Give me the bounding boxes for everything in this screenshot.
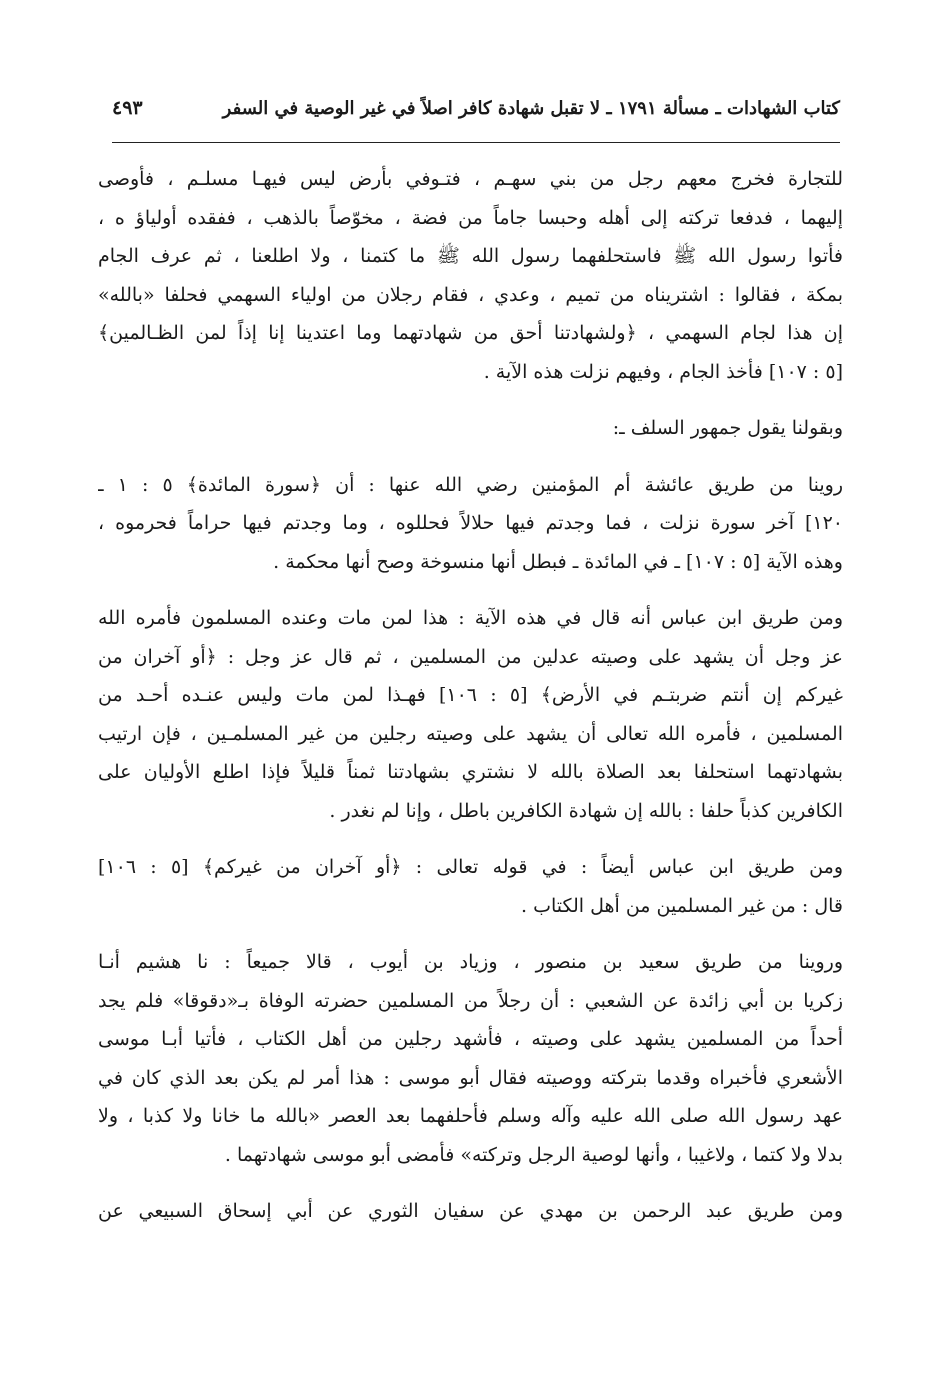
text-line: قال : من غير المسلمين من أهل الكتاب . xyxy=(521,894,843,917)
header-title: كتاب الشهادات ـ مسألة ١٧٩١ ـ لا تقبل شهادة كافر اصلاً في غير الوصية في السفر xyxy=(222,97,840,119)
paragraph xyxy=(98,599,843,830)
text-line: فأتوا رسول الله ﷺ فاستحلفهما رسول الله ﷺ ما كتمنا ، ولا اطلعنا ، ثم عرف الجام xyxy=(98,245,843,267)
paragraph xyxy=(98,943,843,1174)
paragraph xyxy=(98,160,843,391)
paragraph xyxy=(98,409,843,448)
text-line: عهد رسول الله صلى الله عليه وآله وسلم فأحلفهما بعد العصر «بالله ما خانا ولا كذبا ، ولا xyxy=(98,1105,843,1127)
text-line: بشهادتهما استحلفا بعد الصلاة بالله لا نشتري بشهادتنا ثمناً قليلاً فإذا اطلع الأوليان على xyxy=(98,761,843,783)
text-line: الأشعري فأخبراه وقدما بتركته ووصيته فقال أبو موسى : هذا أمر لم يكن بعد الذي كان في xyxy=(98,1066,843,1089)
page-body xyxy=(98,160,843,1231)
text-line: وهذه الآية [٥ : ١٠٧] ـ في المائدة ـ فبطل أنها منسوخة وصح أنها محكمة . xyxy=(273,550,843,573)
text-line: وبقولنا يقول جمهور السلف ـ: xyxy=(612,417,843,439)
text-line: بدلا ولا كتما ، ولاغيبا ، وأنها لوصية الرجل وتركته» فأمضى أبو موسى شهادتهما . xyxy=(224,1143,843,1166)
text-line: ومن طريق ابن عباس أيضاً : في قوله تعالى : ﴿أو آخران من غيركم﴾ [٥ : ١٠٦] xyxy=(98,856,843,878)
text-line: غيركم إن أنتم ضربتـم في الأرض﴾ [٥ : ١٠٦] فهـذا لمن مات وليس عنـده أحـد من xyxy=(98,684,843,706)
text-line: إن هذا لجام السهمي ، ﴿ولشهادتنا أحق من شهادتهما وما اعتدينا إنا إذاً لمن الظـالمين﴾ xyxy=(98,322,843,344)
paragraph xyxy=(98,848,843,925)
paragraph xyxy=(98,466,843,582)
text-line: بمكة ، فقالوا : اشتريناه من تميم ، وعدي ، فقام رجلان من اولياء السهمي فحلفا «بالله» xyxy=(98,283,843,306)
running-header xyxy=(112,88,840,128)
paragraph xyxy=(98,1192,843,1231)
text-line: [٥ : ١٠٧] فأخذ الجام ، وفيهم نزلت هذه الآية . xyxy=(483,360,843,383)
text-line: زكريا بن أبي زائدة عن الشعبي : أن رجلاً من المسلمين حضرته الوفاة بـ«دقوقا» فلم يجد xyxy=(98,989,843,1012)
text-line: عز وجل أن يشهد على وصيته عدلين من المسلمين ، ثم قال عز وجل : ﴿أو آخران من xyxy=(98,645,843,668)
text-line: ومن طريق عبد الرحمن بن مهدي عن سفيان الثوري عن أبي إسحاق السبيعي عن xyxy=(98,1200,843,1222)
text-line: ١٢٠] آخر سورة نزلت ، فما وجدتم فيها حلالاً فحللوه ، وما وجدتم فيها حراماً فحرموه ، xyxy=(98,512,843,534)
text-line: إليهما ، فدفعا تركته إلى أهله وحبسا جاماً من فضة ، مخوّصاً بالذهب ، ففقده أولياؤ ه ، xyxy=(98,206,843,229)
page-number: ٤٩٣ xyxy=(112,97,143,119)
text-line: المسلمين ، فأمره الله تعالى أن يشهد على وصيته رجلين من غير المسلمـين ، فإن ارتيب xyxy=(98,722,843,745)
text-line: وروينا من طريق سعيد بن منصور ، وزياد بن أيوب ، قالا جميعاً : نا هشيم أنـا xyxy=(98,951,843,973)
text-line: روينا من طريق عائشة أم المؤمنين رضي الله عنها : أن ﴿سورة المائدة﴾ ٥ : ١ ـ xyxy=(98,473,843,496)
text-line: الكافرين كذباً حلفا : بالله إن شهادة الكافرين باطل ، وإنا لم نغدر . xyxy=(329,799,843,822)
text-line: ومن طريق ابن عباس أنه قال في هذه الآية : هذا لمن مات وعنده المسلمون فأمره الله xyxy=(98,607,843,629)
text-line: أحداً من المسلمين يشهد على وصيته ، فأشهد رجلين من أهل الكتاب ، فأتيا أبـا موسى xyxy=(98,1028,843,1050)
text-line: للتجارة فخرج معهم رجل من بني سهـم ، فتـوفي بأرض ليس فيهـا مسلـم ، فأوصى xyxy=(98,168,843,190)
header-rule xyxy=(112,142,840,143)
